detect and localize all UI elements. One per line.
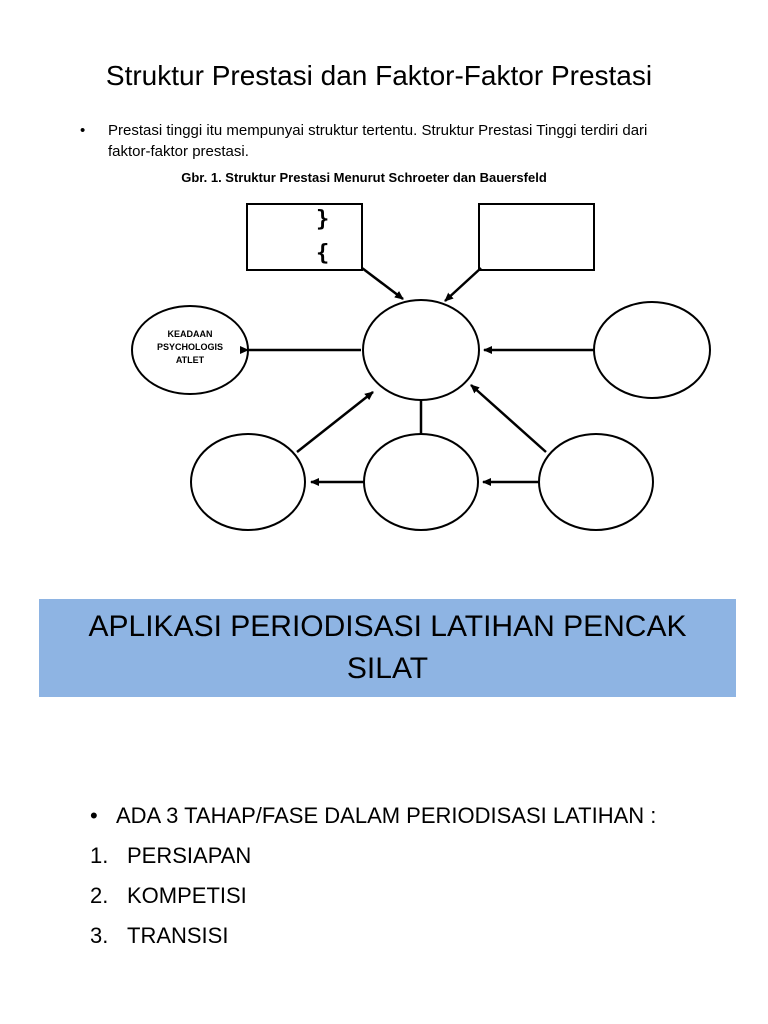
oval-bottom-right <box>539 434 653 530</box>
factor-box-left <box>247 204 362 270</box>
arrow-bottomright-to-center <box>471 385 546 452</box>
arrow-box-right-to-center <box>445 268 481 301</box>
slide-title: Struktur Prestasi dan Faktor-Faktor Prestasi <box>105 60 653 91</box>
oval-bottom-left <box>191 434 305 530</box>
oval-bottom-center <box>364 434 478 530</box>
bullet-marker: • <box>80 122 86 139</box>
figure-caption: Gbr. 1. Struktur Prestasi Menurut Schroeter dan Bauersfeld <box>181 170 547 185</box>
factor-box-right <box>479 204 594 270</box>
bullet-marker: • <box>90 803 98 828</box>
oval-right <box>594 302 710 398</box>
arrow-bottomleft-to-center <box>297 392 373 452</box>
section-banner <box>39 599 736 697</box>
phases-lead-text: ADA 3 TAHAP/FASE DALAM PERIODISASI LATIHAN : <box>116 803 657 828</box>
arrow-box-left-to-center <box>362 268 403 299</box>
intro-text: Prestasi tinggi itu mempunyai struktur tertentu. Struktur Prestasi Tinggi terdiri dari faktor-faktor prestasi. <box>108 122 648 160</box>
banner-title: APLIKASI PERIODISASI LATIHAN PENCAK SILAT <box>88 610 687 685</box>
brace-close-icon: } <box>316 207 330 232</box>
brace-open-icon: { <box>316 241 330 266</box>
psychology-oval-label: KEADAAN PSYCHOLOGIS ATLET <box>156 329 223 365</box>
oval-center-prestasi <box>363 300 479 400</box>
